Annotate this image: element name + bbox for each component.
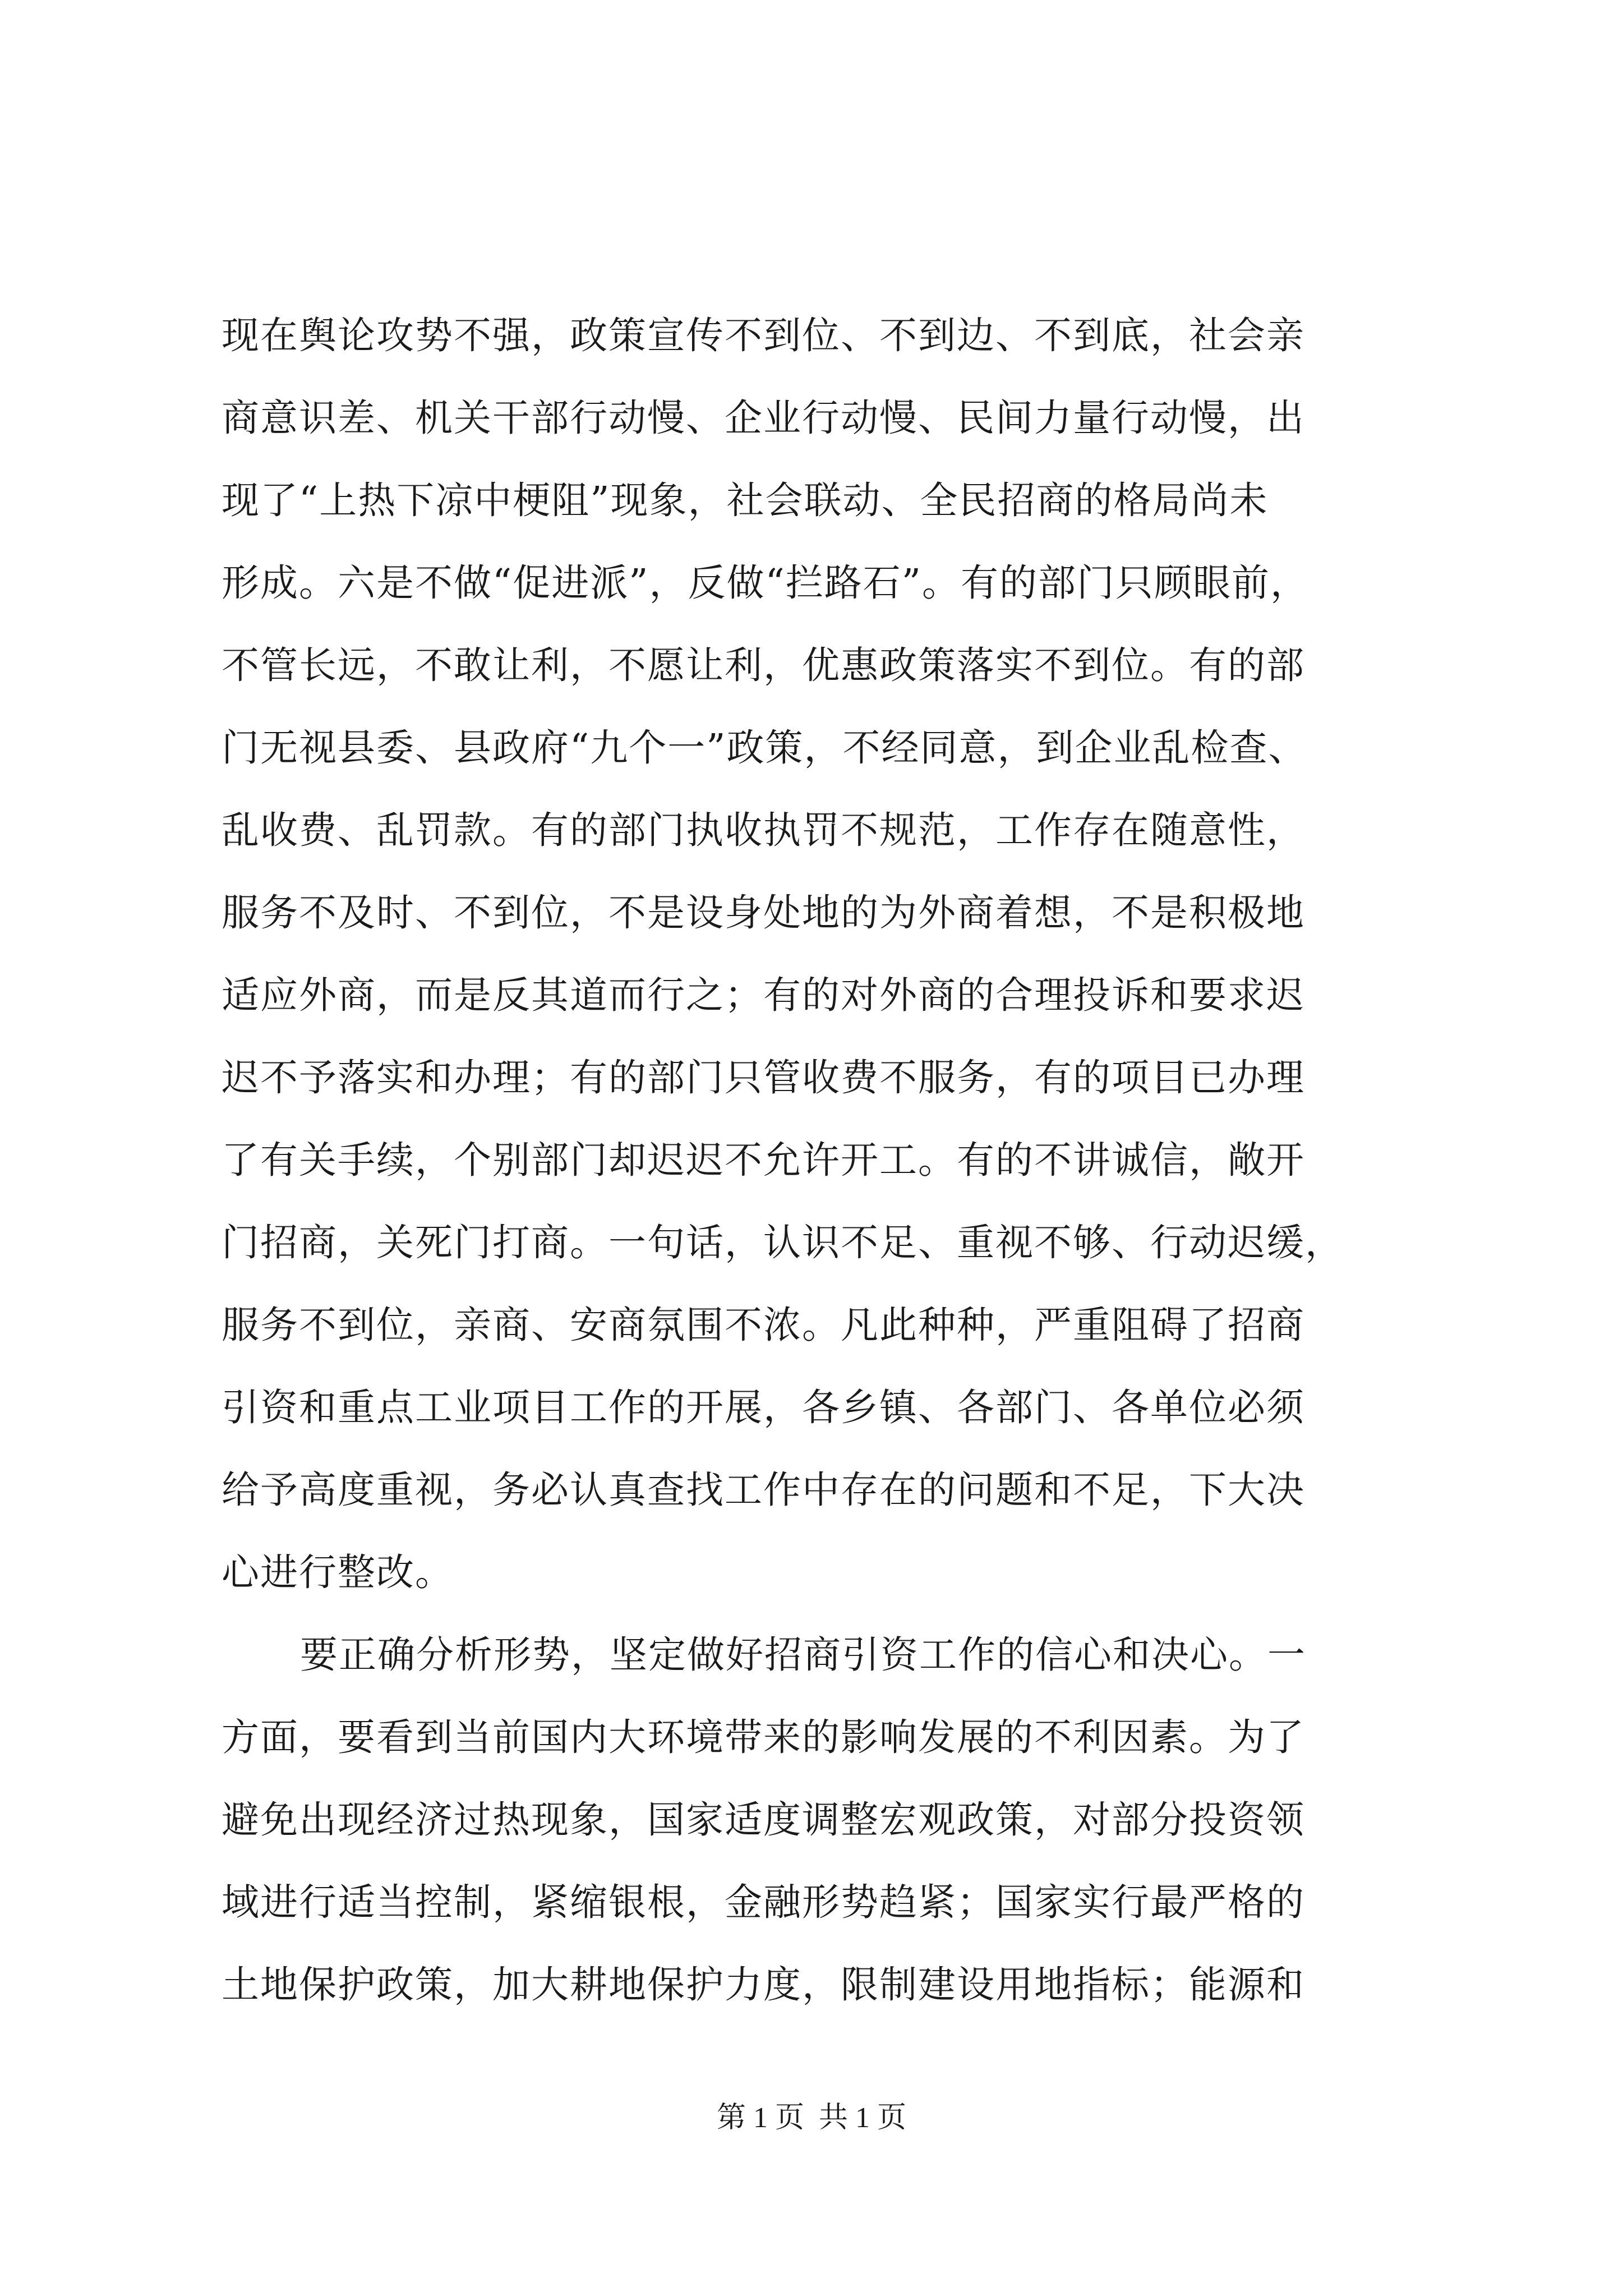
text-line: 引资和重点工业项目工作的开展，各乡镇、各部门、各单位必须 <box>222 1386 1305 1429</box>
text-line: 迟不予落实和办理；有的部门只管收费不服务，有的项目已办理 <box>222 1056 1305 1099</box>
text-line: 方面，要看到当前国内大环境带来的影响发展的不利因素。为了 <box>222 1715 1305 1759</box>
text-line: 服务不到位，亲商、安商氛围不浓。凡此种种，严重阻碍了招商 <box>222 1303 1305 1347</box>
text-line: 现了“上热下凉中梗阻”现象，社会联动、全民招商的格局尚未 <box>222 478 1269 522</box>
text-line: 服务不及时、不到位，不是设身处地的为外商着想，不是积极地 <box>222 891 1305 935</box>
text-line: 给予高度重视，务必认真查找工作中存在的问题和不足，下大决 <box>222 1468 1305 1512</box>
text-line: 形成。六是不做“促进派”，反做“拦路石”。有的部门只顾眼前， <box>222 561 1310 605</box>
text-line: 商意识差、机关干部行动慢、企业行动慢、民间力量行动慢，出 <box>222 396 1305 440</box>
text-line: 现在舆论攻势不强，政策宣传不到位、不到边、不到底，社会亲 <box>222 314 1305 357</box>
page-footer: 第 1 页 共 1 页 <box>716 2102 906 2134</box>
text-line: 土地保护政策，加大耕地保护力度，限制建设用地指标；能源和 <box>222 1963 1305 2007</box>
text-line: 不管长远，不敢让利，不愿让利，优惠政策落实不到位。有的部 <box>222 643 1305 687</box>
text-line: 避免出现经济过热现象，国家适度调整宏观政策，对部分投资领 <box>222 1798 1305 1842</box>
document-body <box>222 295 1405 2026</box>
text-line: 适应外商，而是反其道而行之；有的对外商的合理投诉和要求迟 <box>222 973 1305 1017</box>
text-line: 了有关手续，个别部门却迟迟不允许开工。有的不讲诚信，敞开 <box>222 1138 1305 1182</box>
text-line: 乱收费、乱罚款。有的部门执收执罚不规范，工作存在随意性， <box>222 808 1305 852</box>
text-line: 门无视县委、县政府“九个一”政策，不经同意，到企业乱检查、 <box>222 726 1307 770</box>
text-line: 域进行适当控制，紧缩银根，金融形势趋紧；国家实行最严格的 <box>222 1880 1305 1924</box>
paragraph-start-line: 要正确分析形势，坚定做好招商引资工作的信心和决心。一 <box>300 1633 1306 1677</box>
text-line: 心进行整改。 <box>222 1550 454 1594</box>
text-line: 门招商，关死门打商。一句话，认识不足、重视不够、行动迟缓， <box>222 1221 1344 1264</box>
